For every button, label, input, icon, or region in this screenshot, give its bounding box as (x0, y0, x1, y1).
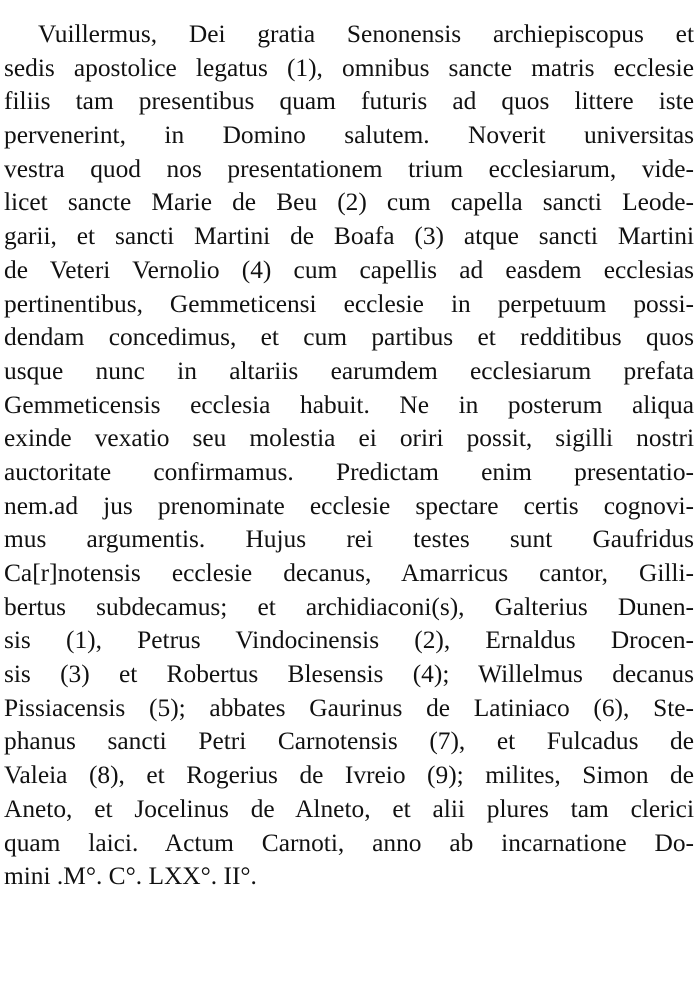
text-line: garii, et sancti Martini de Boafa (3) atque sancti Martini (4, 222, 694, 251)
text-line: sis (1), Petrus Vindocinensis (2), Ernaldus Drocen- (4, 626, 694, 655)
text-line: auctoritate confirmamus. Predictam enim presentatio- (4, 457, 694, 486)
text-line: Pissiacensis (5); abbates Gaurinus de Latiniaco (6), Ste- (4, 693, 694, 722)
text-line: Aneto, et Jocelinus de Alneto, et alii plures tam clerici (4, 794, 694, 823)
text-line: de Veteri Vernolio (4) cum capellis ad easdem ecclesias (4, 255, 694, 284)
text-line: dendam concedimus, et cum partibus et redditibus quos (4, 323, 694, 352)
text-line: mini .M°. C°. LXX°. II°. (4, 862, 257, 891)
text-line: pertinentibus, Gemmeticensi ecclesie in perpetuum possi- (4, 289, 694, 318)
text-line: Vuillermus, Dei gratia Senonensis archiepiscopus et (38, 20, 694, 48)
text-line: usque nunc in altariis earumdem ecclesiarum prefata (4, 356, 694, 385)
text-line: Gemmeticensis ecclesia habuit. Ne in posterum aliqua (4, 390, 694, 419)
text-line: licet sancte Marie de Beu (2) cum capella sancti Leode- (4, 188, 694, 217)
text-line: bertus subdecamus; et archidiaconi(s), Galterius Dunen- (4, 592, 694, 621)
text-line: mus argumentis. Hujus rei testes sunt Gaufridus (4, 525, 694, 554)
text-line: sedis apostolice legatus (1), omnibus sancte matris ecclesie (4, 53, 694, 82)
text-line: phanus sancti Petri Carnotensis (7), et Fulcadus de (4, 727, 694, 756)
text-line: Ca[r]notensis ecclesie decanus, Amarricus cantor, Gilli- (4, 559, 694, 587)
text-line: Valeia (8), et Rogerius de Ivreio (9); milites, Simon de (4, 761, 694, 790)
text-line: nem.ad jus prenominate ecclesie spectare certis cognovi- (4, 491, 694, 520)
text-line: exinde vexatio seu molestia ei oriri possit, sigilli nostri (4, 424, 694, 453)
text-line: quam laici. Actum Carnoti, anno ab incarnatione Do- (4, 828, 694, 857)
text-line: sis (3) et Robertus Blesensis (4); Willelmus decanus (4, 660, 694, 689)
text-line: vestra quod nos presentationem trium ecclesiarum, vide- (4, 154, 694, 183)
text-line: filiis tam presentibus quam futuris ad quos littere iste (4, 87, 694, 116)
text-line: pervenerint, in Domino salutem. Noverit universitas (4, 121, 694, 150)
charter-text (4, 18, 694, 894)
